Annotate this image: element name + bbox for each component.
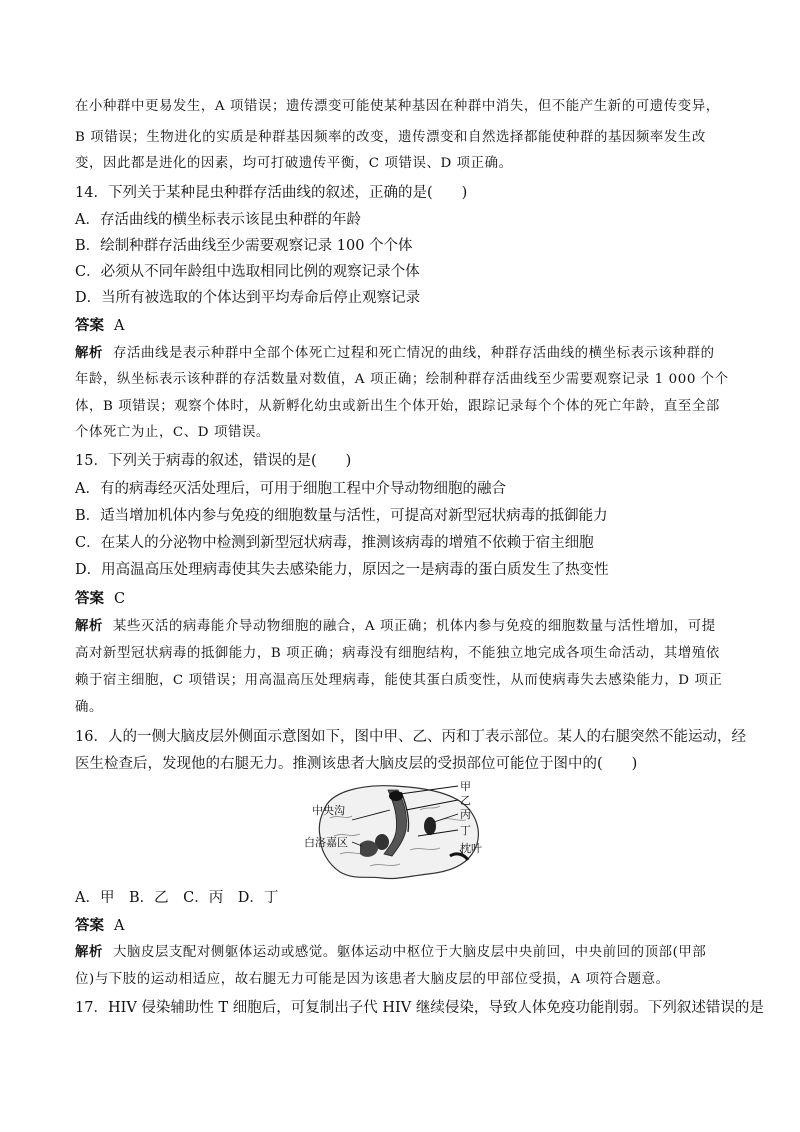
line-text: 个体死亡为止，C、D 项错误。 xyxy=(75,425,270,440)
explanation-line xyxy=(75,943,706,963)
explanation-label: 解析 xyxy=(75,945,103,960)
line-text: 存活曲线是表示种群中全部个体死亡过程和死亡情况的曲线，种群存活曲线的横坐标表示该种群的 xyxy=(112,346,715,361)
text-line xyxy=(75,397,720,417)
region-bing xyxy=(424,817,436,835)
text-line xyxy=(75,423,270,443)
text-line xyxy=(75,644,720,664)
explanation-line xyxy=(75,617,716,637)
region-jia xyxy=(389,791,403,801)
text-line xyxy=(75,97,720,117)
line-text: 赖于宿主细胞，C 项错误；用高温高压处理病毒，能使其蛋白质变性，从而使病毒失去感染能力，D 项正 xyxy=(75,673,723,688)
brain-lateral-diagram xyxy=(300,780,500,884)
line-text: 15．下列关于病毒的叙述，错误的是( ) xyxy=(75,453,352,469)
question-line xyxy=(75,210,361,230)
text-line xyxy=(75,698,103,718)
line-text: 16．人的一侧大脑皮层外侧面示意图如下，图中甲、乙、丙和丁表示部位。某人的右腿突然不能运动，经 xyxy=(75,729,746,745)
question-line xyxy=(75,506,608,526)
question-line xyxy=(75,451,351,471)
answer-label: 答案 xyxy=(75,591,104,607)
question-line xyxy=(75,479,506,499)
line-text: 大脑皮层支配对侧躯体运动或感觉。躯体运动中枢位于大脑皮层中央前回，中央前回的顶部(甲部 xyxy=(112,945,707,960)
question-line xyxy=(75,262,420,282)
explanation-line xyxy=(75,344,715,364)
line-text: B．适当增加机体内参与免疫的细胞数量与活性，可提高对新型冠状病毒的抵御能力 xyxy=(75,508,608,524)
question-line xyxy=(75,533,594,553)
line-text: C．在某人的分泌物中检测到新型冠状病毒，推测该病毒的增殖不依赖于宿主细胞 xyxy=(75,535,594,551)
line-text: 某些灭活的病毒能介导动物细胞的融合，A 项正确；机体内参与免疫的细胞数量与活性增加，可提 xyxy=(112,619,716,634)
label-ding: 丁 xyxy=(460,824,471,837)
line-text: 变，因此都是进化的因素，均可打破遗传平衡，C 项错误、D 项正确。 xyxy=(75,156,513,171)
line-text: C．必须从不同年龄组中选取相同比例的观察记录个体 xyxy=(75,264,420,280)
question-line xyxy=(75,998,764,1018)
answer-line xyxy=(75,589,125,609)
line-text: B 项错误；生物进化的实质是种群基因频率的改变，遗传漂变和自然选择都能使种群的基因频率发生改 xyxy=(75,130,706,145)
answer-label: 答案 xyxy=(75,318,104,334)
question-line xyxy=(75,754,637,774)
line-text: A．存活曲线的横坐标表示该昆虫种群的年龄 xyxy=(75,212,361,228)
line-text: 体，B 项错误；观察个体时，从新孵化幼虫或新出生个体开始，跟踪记录每个个体的死亡年龄，直至全部 xyxy=(75,399,720,414)
question-line xyxy=(75,727,746,747)
label-bing: 丙 xyxy=(460,808,471,821)
question-line xyxy=(75,183,467,203)
text-line xyxy=(75,128,706,148)
line-text: A．有的病毒经灭活处理后，可用于细胞工程中介导动物细胞的融合 xyxy=(75,481,506,497)
label-jia: 甲 xyxy=(460,780,471,793)
line-text: 确。 xyxy=(75,700,103,715)
answer-line xyxy=(75,916,124,936)
label-occipital: 枕叶 xyxy=(460,842,482,855)
text-line xyxy=(75,154,513,174)
answer-line xyxy=(75,316,124,336)
line-text: 年龄，纵坐标表示该种群的存活数量对数值，A 项正确；绘制种群存活曲线至少需要观察记录 1 000 个个 xyxy=(75,372,729,387)
question-line xyxy=(75,288,420,308)
line-text: A xyxy=(114,318,125,334)
explanation-label: 解析 xyxy=(75,619,103,634)
line-text: D．当所有被选取的个体达到平均寿命后停止观察记录 xyxy=(75,290,421,306)
line-text: B．绘制种群存活曲线至少需要观察记录 100 个个体 xyxy=(75,238,413,254)
question-line xyxy=(75,560,609,580)
line-text: 14．下列关于某种昆虫种群存活曲线的叙述，正确的是( ) xyxy=(75,185,468,201)
line-text: 17．HIV 侵染辅助性 T 细胞后，可复制出子代 HIV 继续侵染，导致人体免疫功能削弱。下列叙述错误的是 xyxy=(75,1000,764,1016)
line-text: 医生检查后，发现他的右腿无力。推测该患者大脑皮层的受损部位可能位于图中的( ) xyxy=(75,756,638,772)
label-yi: 乙 xyxy=(460,794,471,807)
label-central-sulcus: 中央沟 xyxy=(312,804,345,817)
line-text: 高对新型冠状病毒的抵御能力，B 项正确；病毒没有细胞结构，不能独立地完成各项生命活动，其增殖依 xyxy=(75,646,720,661)
line-text: A．甲 B．乙 C．丙 D．丁 xyxy=(75,890,279,906)
text-line xyxy=(75,671,722,691)
question-line xyxy=(75,888,278,908)
label-wernicke: 白洛嘉区 xyxy=(304,836,348,849)
answer-label: 答案 xyxy=(75,918,104,934)
line-text: C xyxy=(114,591,126,607)
line-text: A xyxy=(114,918,125,934)
explanation-label: 解析 xyxy=(75,346,103,361)
line-text: 在小种群中更易发生，A 项错误；遗传漂变可能使某种基因在种群中消失，但不能产生新的可遗传变异， xyxy=(75,99,720,114)
question-line xyxy=(75,236,413,256)
line-text: 位)与下肢的运动相适应，故右腿无力可能是因为该患者大脑皮层的甲部位受损，A 项符合题意。 xyxy=(75,972,670,987)
text-line xyxy=(75,970,670,990)
line-text: D．用高温高压处理病毒使其失去感染能力，原因之一是病毒的蛋白质发生了热变性 xyxy=(75,562,609,578)
text-line xyxy=(75,370,729,390)
